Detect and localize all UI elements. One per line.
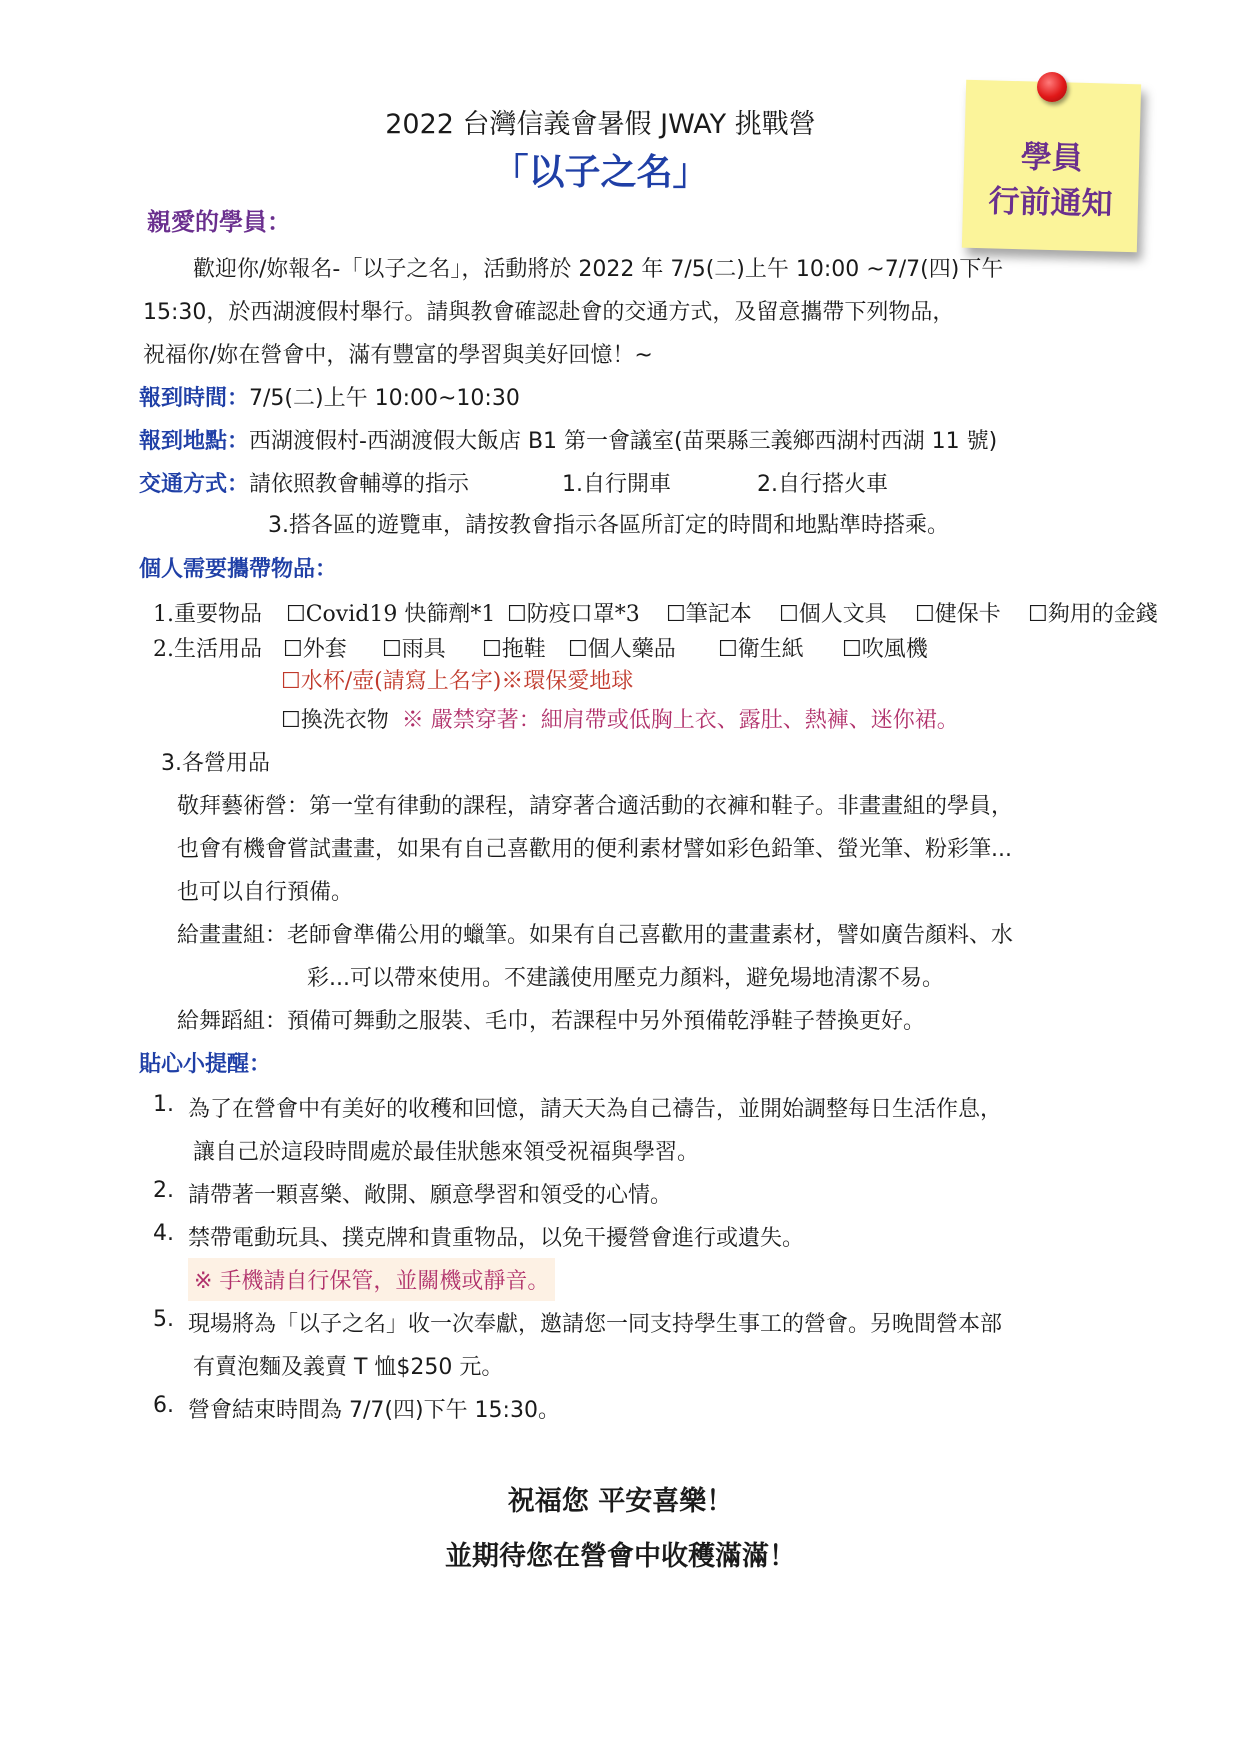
sticky-note [962,80,1141,253]
item-notebook: ☐筆記本 [666,602,752,627]
page-title: 2022 台灣信義會暑假 JWAY 挑戰營 [385,109,816,140]
blessing-line1: 祝福您 平安喜樂！ [507,1486,734,1517]
tip-1-number: 1. [153,1092,174,1117]
item-health-card: ☐健保卡 [915,602,1001,627]
item-tissue: ☐衛生紙 [718,637,804,662]
transport-option-1: 1.自行開車 [562,472,671,497]
tip-4-number: 4. [153,1221,174,1246]
tip-5-number: 5. [153,1307,174,1332]
tip-4-line1: 禁帶電動玩具、撲克牌和貴重物品，以免干擾營會進行或遺失。 [188,1226,805,1251]
painting-line1: 給畫畫組：老師會準備公用的蠟筆。如果有自己喜歡用的畫畫素材，譬如廣告顏料、水 [177,923,1014,948]
item-slippers: ☐拖鞋 [482,637,546,662]
checkin-place [139,424,997,455]
transport-option-3: 3.搭各區的遊覽車，請按教會指示各區所訂定的時間和地點準時搭乘。 [268,513,949,538]
intro-line1: 歡迎你/妳報名-「以子之名」，活動將於 2022 年 7/5(二)上午 10:00 ~7/7(四)下午 [193,257,1004,282]
tip-1-line1: 為了在營會中有美好的收穫和回憶，請天天為自己禱告，並開始調整每日生活作息， [188,1097,1003,1122]
sticky-note-line1: 學員 [1020,139,1084,177]
painting-line2: 彩...可以帶來使用。不建議使用壓克力顏料，避免場地清潔不易。 [307,966,944,991]
checkin-time-label: 報到時間： [139,386,250,411]
transport-option-2: 2.自行搭火車 [757,472,888,497]
tip-5-line2: 有賣泡麵及義賣 T 恤$250 元。 [193,1355,504,1380]
tip-6-line1: 營會結束時間為 7/7(四)下午 15:30。 [188,1398,560,1423]
worship-line2: 也會有機會嘗試畫畫，如果有自己喜歡用的便利素材譬如彩色鉛筆、螢光筆、粉彩筆... [177,837,1012,862]
tip-2-number: 2. [153,1178,174,1203]
pushpin-icon [1037,72,1067,102]
camp-items-label: 3.各營用品 [161,751,270,776]
intro-line3: 祝福你/妳在營會中，滿有豐富的學習與美好回憶！~ [143,343,653,368]
item-covid-test: ☐Covid19 快篩劑*1 [286,602,496,627]
checkin-time-value: 7/5(二)上午 10:00~10:30 [249,386,520,411]
checkin-place-label: 報到地點： [139,429,250,454]
item-raingear: ☐雨具 [382,637,446,662]
checkin-place-value: 西湖渡假村-西湖渡假大飯店 B1 第一會議室(苗栗縣三義鄉西湖村西湖 11 號) [249,429,998,454]
transport [139,467,469,498]
item-stationery: ☐個人文具 [779,602,887,627]
daily-items-label: 2.生活用品 [153,637,262,662]
transport-label: 交通方式： [139,472,250,497]
tip-1-line2: 讓自己於這段時間處於最佳狀態來領受祝福與學習。 [193,1140,700,1165]
important-items-label: 1.重要物品 [153,602,262,627]
item-clothes-label: ☐換洗衣物 [281,708,389,733]
transport-value: 請依照教會輔導的指示 [249,472,470,497]
item-hairdryer: ☐吹風機 [842,637,928,662]
tip-2-line1: 請帶著一顆喜樂、敞開、願意學習和領受的心情。 [188,1183,673,1208]
worship-line1: 敬拜藝術營：第一堂有律動的課程，請穿著合適活動的衣褲和鞋子。非畫畫組的學員， [177,794,1014,819]
tip-6-number: 6. [153,1393,174,1418]
items-heading: 個人需要攜帶物品： [139,557,338,582]
dress-code-warning: ※ 嚴禁穿著：細肩帶或低胸上衣、露肚、熱褲、迷你裙。 [401,708,959,733]
item-jacket: ☐外套 [283,637,347,662]
worship-line3: 也可以自行預備。 [177,880,354,905]
greeting: 親愛的學員： [147,208,291,236]
item-mask: ☐防疫口罩*3 [507,602,640,627]
item-money: ☐夠用的金錢 [1028,602,1158,627]
item-medicine: ☐個人藥品 [568,637,676,662]
item-water-bottle: ☐水杯/壺(請寫上名字)※環保愛地球 [281,669,634,694]
item-clothes [281,703,959,734]
page-subtitle: 「以子之名」 [492,152,709,193]
dance-line: 給舞蹈組：預備可舞動之服裝、毛巾，若課程中另外預備乾淨鞋子替換更好。 [177,1009,926,1034]
blessing-line2: 並期待您在營會中收穫滿滿！ [445,1541,796,1572]
phone-note: ※ 手機請自行保管，並關機或靜音。 [188,1258,555,1301]
tip-5-line1: 現場將為「以子之名」收一次奉獻，邀請您一同支持學生事工的營會。另晚間營本部 [188,1312,1003,1337]
checkin-time [139,381,520,412]
sticky-note-line2: 行前通知 [988,183,1113,223]
tips-heading: 貼心小提醒： [139,1052,272,1077]
intro-line2: 15:30，於西湖渡假村舉行。請與教會確認赴會的交通方式，及留意攜帶下列物品， [143,300,955,325]
